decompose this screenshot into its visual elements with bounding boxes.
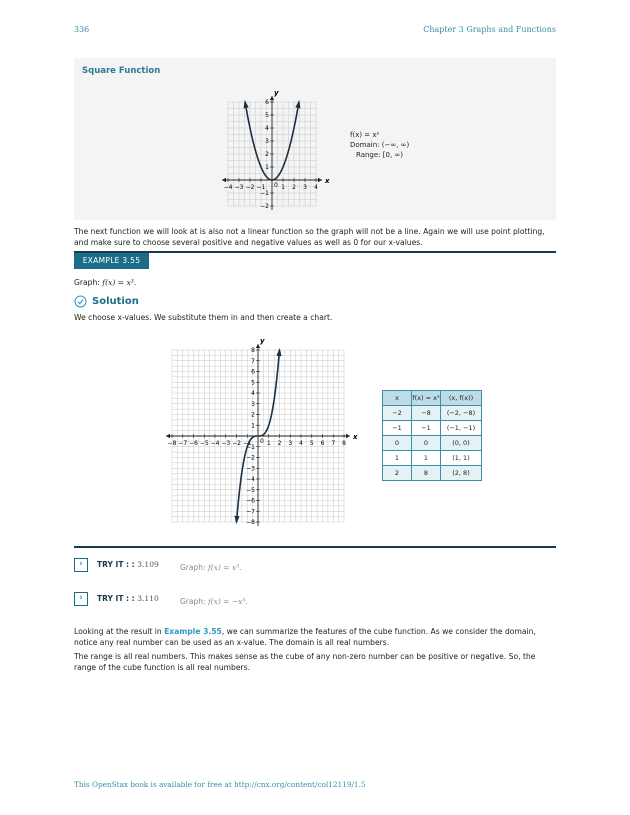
x-tick-label: −8 [167,440,177,447]
table-header: f(x) = x³ [412,391,441,406]
origin-label: 0 [260,438,264,445]
solution-text: We choose x-values. We substitute them in and then create a chart. [74,313,333,322]
x-tick-label: −7 [178,440,188,447]
x-axis-label: x [325,177,330,185]
table-cell: 1 [412,451,441,466]
summary-text: Looking at the result in [74,627,165,636]
example-prompt [74,277,136,288]
chapter-title: Chapter 3 Graphs and Functions [423,25,556,34]
legend-function: f(x) = x² [350,131,380,139]
x-axis-arrow [166,434,170,438]
x-tick-label: −1 [256,184,266,191]
example-prompt-math: f(x) = x³. [102,278,137,287]
solution-title: Solution [92,296,139,307]
y-tick-label: 7 [251,357,255,365]
table-cell: 2 [383,466,412,481]
x-tick-label: −2 [245,184,255,191]
y-axis-label: y [274,89,279,97]
table-row [383,451,482,466]
try-it-prompt-label: Graph: [180,563,206,572]
x-tick-label: −5 [199,440,209,447]
footer-note: This OpenStax book is available for free at http://cnx.org/content/col12119/1.5 [74,780,366,789]
try-it-1-prompt [180,563,241,572]
table-cell: −1 [383,421,412,436]
cube-function-graph [158,330,368,528]
values-table [382,390,482,481]
x-tick-label: 8 [342,440,346,447]
intro-paragraph: The next function we will look at is also not a linear function so the graph will not be a line. Again we will use point plotting, and make sure to choose several positive and negative values as well as 0 for our x-values. [74,227,545,247]
table-cell: (−1, −1) [441,421,482,436]
origin-label: 0 [274,182,278,189]
x-tick-label: −3 [234,184,244,191]
try-it-prompt-math: f(x) = −x³. [207,597,248,606]
summary-paragraph-1 [74,626,556,648]
x-tick-label: 3 [288,440,293,447]
table-header: (x, f(x)) [441,391,482,406]
y-tick-label: −5 [246,486,255,494]
table-cell: 1 [383,451,412,466]
try-it-2-label[interactable] [97,594,159,603]
x-tick-label: 7 [331,440,336,447]
table-cell: 8 [412,466,441,481]
x-tick-label: −2 [232,440,241,447]
y-axis-label: y [260,337,265,345]
curve-arrow [234,516,239,524]
x-tick-label: 3 [303,184,307,191]
y-tick-label: 5 [251,379,255,387]
curve-arrow [244,100,249,108]
try-it-label-text: TRY IT : : [97,560,135,569]
example-end-rule [74,546,556,548]
y-tick-label: −6 [246,497,255,505]
table-row [383,421,482,436]
square-function-legend [350,130,409,160]
summary-paragraph-2: The range is all real numbers. This makes sense as the cube of any non-zero number can be positive or negative. So, the range of the cube function is all real numbers. [74,652,536,672]
table-row [383,466,482,481]
square-function-title: Square Function [82,66,161,76]
try-it-number: 3.110 [137,594,159,603]
y-tick-label: −3 [246,465,255,473]
try-it-1-chevron-icon[interactable]: › [74,558,88,572]
y-tick-label: −4 [246,476,255,484]
table-cell: 0 [412,436,441,451]
y-tick-label: 3 [265,138,269,146]
x-tick-label: 2 [277,440,282,447]
example-prompt-label: Graph: [74,278,100,287]
x-tick-label: 5 [309,440,314,447]
square-function-graph [220,86,340,212]
legend-domain: Domain: (−∞, ∞) [350,141,410,149]
table-cell: −8 [412,406,441,421]
try-it-2-prompt [180,597,248,606]
y-tick-label: 5 [265,112,269,120]
table-row [383,436,482,451]
try-it-prompt-math: f(x) = x³. [207,563,242,572]
summary-text: , we can summarize the features of the cube function. As we consider the domain, notice any real number can be used as an x-value. The domain is all real numbers. [74,627,536,647]
y-tick-label: −2 [260,203,269,211]
legend-range: Range: [0, ∞) [356,151,403,159]
curve-arrow [276,348,281,356]
page-number: 336 [74,25,90,34]
table-cell: (2, 8) [441,466,482,481]
y-tick-label: 2 [265,151,269,159]
x-tick-label: −6 [189,440,198,447]
try-it-2-chevron-icon[interactable]: › [74,592,88,606]
x-tick-label: 2 [292,184,296,191]
x-tick-label: −3 [221,440,231,447]
example-badge: EXAMPLE 3.55 [74,253,149,269]
table-header-row [383,391,482,406]
y-tick-label: 6 [251,368,255,376]
table-cell: (1, 1) [441,451,482,466]
table-row [383,406,482,421]
y-tick-label: 6 [265,99,269,107]
example-link[interactable]: Example 3.55 [164,627,222,636]
x-tick-label: 6 [320,440,325,447]
y-tick-label: −1 [260,190,269,198]
x-tick-label: −1 [242,440,252,447]
y-tick-label: −1 [246,443,255,451]
y-tick-label: 1 [265,164,269,172]
table-cell: −1 [412,421,441,436]
y-tick-label: 8 [251,347,255,355]
table-cell: −2 [383,406,412,421]
curve-arrow [295,100,300,108]
check-circle-icon [74,295,87,308]
x-tick-label: −4 [223,184,233,191]
x-axis-arrow [222,178,226,182]
x-axis-arrow [346,434,350,438]
table-cell: (−2, −8) [441,406,482,421]
table-cell: (0, 0) [441,436,482,451]
y-tick-label: 2 [251,411,255,419]
y-tick-label: 1 [251,422,255,430]
try-it-prompt-label: Graph: [180,597,206,606]
y-tick-label: −8 [246,519,255,527]
table-header: x [383,391,412,406]
x-axis-arrow [318,178,322,182]
x-tick-label: −4 [210,440,220,447]
try-it-number: 3.109 [137,560,159,569]
x-tick-label: 1 [281,184,285,191]
x-tick-label: 4 [299,440,303,447]
table-cell: 0 [383,436,412,451]
x-tick-label: 4 [314,184,318,191]
x-tick-label: 1 [266,440,271,447]
x-axis-label: x [353,433,358,441]
y-tick-label: 4 [251,390,255,398]
y-tick-label: 3 [251,400,255,408]
y-tick-label: 4 [265,125,269,133]
y-tick-label: −7 [246,508,255,516]
try-it-label-text: TRY IT : : [97,594,135,603]
y-tick-label: −2 [246,454,255,462]
try-it-1-label[interactable] [97,560,159,569]
